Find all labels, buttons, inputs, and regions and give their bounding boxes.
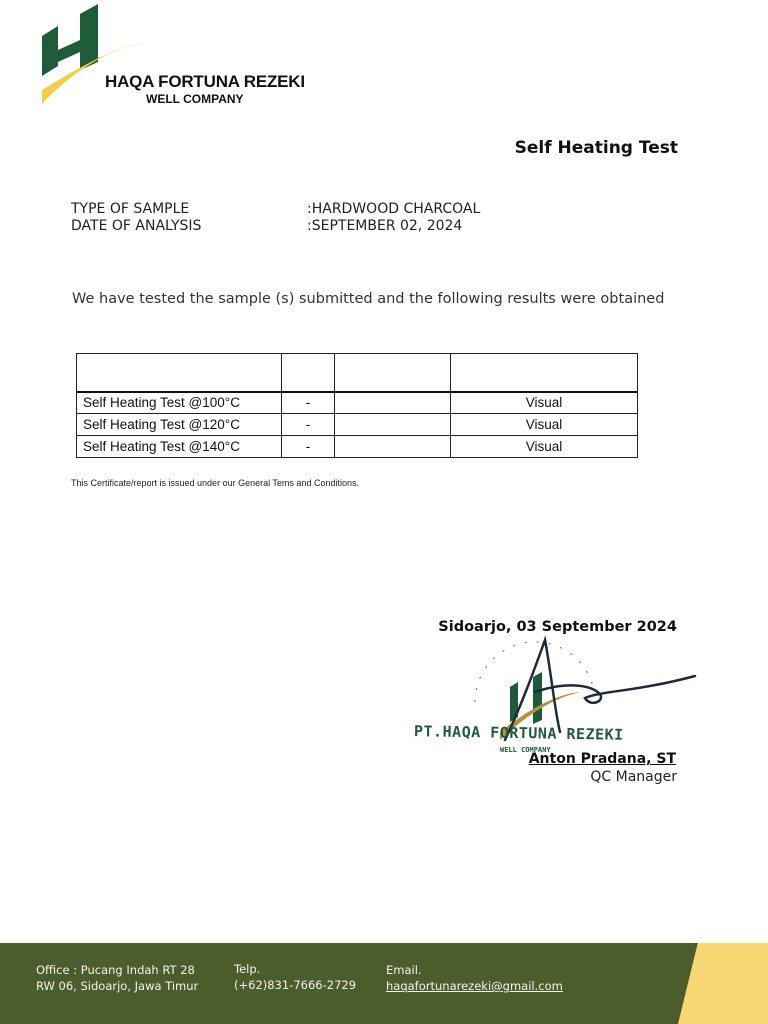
terms-note: This Certificate/report is issued under our General Tems and Conditions. bbox=[71, 478, 359, 488]
footer-phone bbox=[234, 961, 356, 993]
phone-value: (+62)831-7666-2729 bbox=[234, 978, 357, 992]
table-header-cell bbox=[335, 354, 451, 392]
office-line-2: RW 06, Sidoarjo, Jawa Timur bbox=[36, 979, 199, 993]
sample-type-value: :HARDWOOD CHARCOAL bbox=[307, 201, 481, 217]
test-name-cell: Self Heating Test @140°C bbox=[77, 436, 282, 458]
office-line-1: Office : Pucang Indah RT 28 bbox=[36, 963, 195, 977]
stamp-subtitle: WELL COMPANY bbox=[500, 746, 551, 754]
signature-place-date: Sidoarjo, 03 September 2024 bbox=[438, 619, 677, 635]
email-link[interactable]: haqafortunarezeki@gmail.com bbox=[386, 979, 563, 993]
method-cell: Visual bbox=[451, 392, 638, 414]
results-statement: We have tested the sample (s) submitted and the following results were obtained bbox=[72, 291, 665, 307]
signer-role: QC Manager bbox=[590, 769, 677, 785]
sample-type-label: TYPE OF SAMPLE bbox=[71, 201, 190, 217]
blank-cell bbox=[335, 392, 451, 414]
test-name-cell: Self Heating Test @100°C bbox=[77, 392, 282, 414]
results-table bbox=[76, 353, 638, 458]
test-name-cell: Self Heating Test @120°C bbox=[77, 414, 282, 436]
analysis-date-row bbox=[71, 218, 511, 235]
table-header-row bbox=[77, 354, 638, 392]
analysis-date-label: DATE OF ANALYSIS bbox=[71, 218, 202, 234]
sample-type-row bbox=[71, 201, 511, 218]
table-header-cell bbox=[282, 354, 335, 392]
table-header-cell bbox=[77, 354, 282, 392]
sample-info bbox=[71, 201, 511, 235]
table-header-cell bbox=[451, 354, 638, 392]
blank-cell bbox=[335, 436, 451, 458]
company-subtitle: WELL COMPANY bbox=[146, 92, 244, 106]
phone-label: Telp. bbox=[234, 962, 261, 976]
result-cell: - bbox=[282, 392, 335, 414]
footer-accent-stripe bbox=[678, 943, 768, 1024]
method-cell: Visual bbox=[451, 436, 638, 458]
page-footer bbox=[0, 943, 768, 1024]
company-name: HAQA FORTUNA REZEKI bbox=[105, 72, 305, 91]
analysis-date-value: :SEPTEMBER 02, 2024 bbox=[307, 218, 463, 234]
document-title: Self Heating Test bbox=[514, 138, 678, 158]
stamp-company-name: PT.HAQA FORTUNA REZEKI bbox=[413, 722, 624, 744]
company-logo bbox=[40, 4, 310, 108]
blank-cell bbox=[335, 414, 451, 436]
signer-name: Anton Pradana, ST bbox=[528, 751, 676, 767]
table-row bbox=[77, 392, 638, 414]
table-row bbox=[77, 436, 638, 458]
method-cell: Visual bbox=[451, 414, 638, 436]
footer-office bbox=[36, 962, 198, 994]
table-row bbox=[77, 414, 638, 436]
logo-mark-icon bbox=[40, 4, 160, 108]
footer-email bbox=[386, 962, 563, 994]
result-cell: - bbox=[282, 414, 335, 436]
email-label: Email. bbox=[386, 963, 422, 977]
result-cell: - bbox=[282, 436, 335, 458]
